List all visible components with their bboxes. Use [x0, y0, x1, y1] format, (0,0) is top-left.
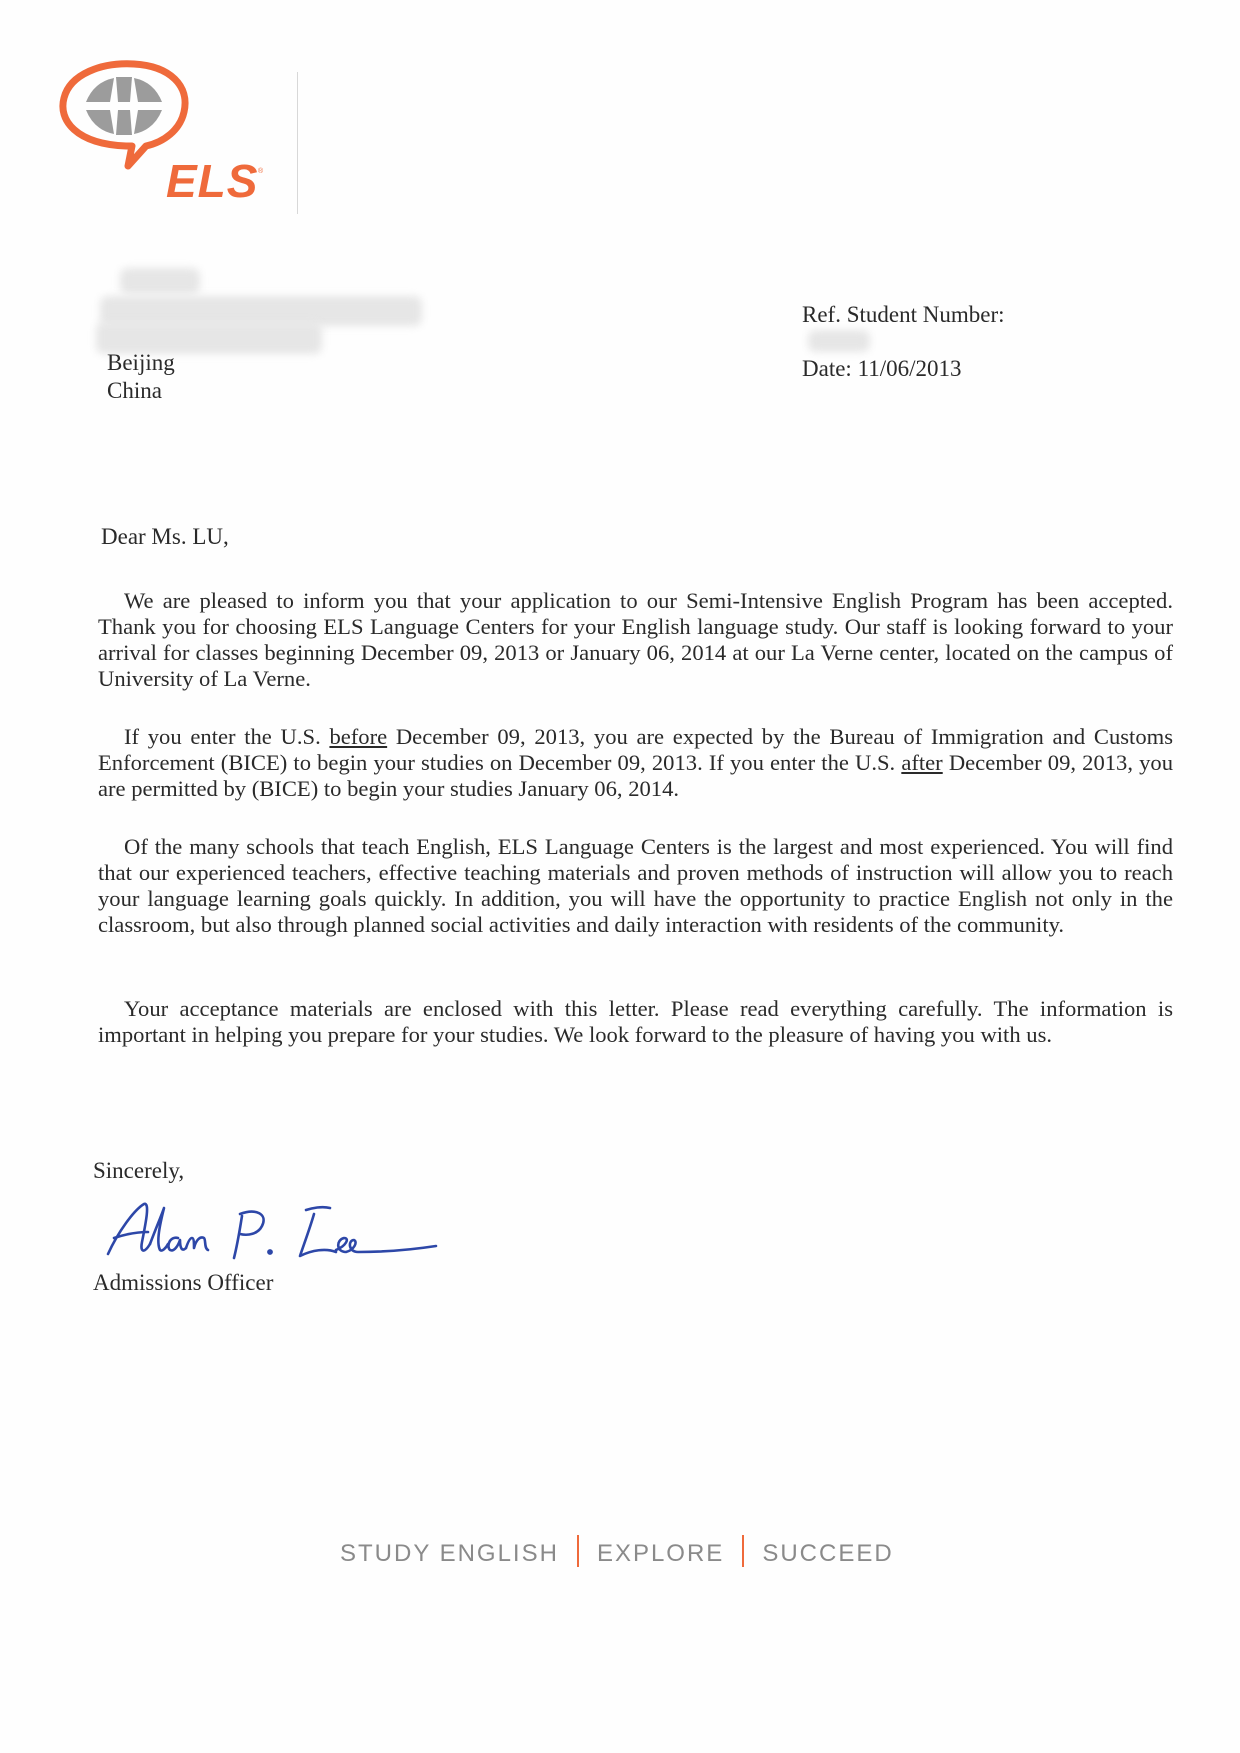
paragraph-materials — [98, 996, 1173, 1048]
recipient-country: China — [107, 378, 162, 403]
paragraph-about-els-text: Of the many schools that teach English, ELS Language Centers is the largest and most experienced. You will find that our experienced teachers, effective teaching materials and proven methods of instruction will allow you to reach your language learning goals quickly. In addition, you will have the opportunity to practice English not only in the classroom, but also through planned social activities and daily interaction with residents of the community. — [98, 834, 1173, 937]
paragraph-entry-text-c: December 09, 2013, you are permitted by (BICE) to begin your studies January 06, 2014. — [98, 750, 1173, 801]
tagline-study-english: STUDY ENGLISH — [340, 1540, 559, 1567]
paragraph-acceptance — [98, 588, 1173, 692]
signer-title: Admissions Officer — [93, 1270, 274, 1295]
paragraph-about-els — [98, 834, 1173, 938]
date-value: 11/06/2013 — [857, 356, 962, 381]
underlined-before: before — [329, 724, 388, 749]
footer-tagline — [340, 1535, 894, 1568]
date-label: Date: — [802, 356, 852, 381]
paragraph-acceptance-text: We are pleased to inform you that your application to our Semi-Intensive English Program has been accepted. Thank you for choosing ELS Language Centers for your English language study. Our staff is looking forward to your arrival for classes beginning December 09, 2013 or January 06, 2014 at our La Verne center, located on the campus of University of La Verne. — [98, 588, 1173, 691]
handwritten-signature — [100, 1192, 440, 1272]
underlined-after: after — [901, 750, 943, 775]
tagline-explore: EXPLORE — [596, 1540, 725, 1567]
paragraph-materials-text: Your acceptance materials are enclosed with this letter. Please read everything carefully. The information is important in helping you prepare for your studies. We look forward to the pleasure of having you with us. — [98, 996, 1173, 1047]
salutation: Dear Ms. LU, — [101, 524, 229, 549]
redacted-student-number — [808, 330, 870, 352]
paragraph-entry-text-a: If you enter the U.S. — [124, 724, 330, 749]
tagline-separator — [742, 1535, 744, 1567]
registered-mark: ® — [258, 168, 264, 175]
closing: Sincerely, — [93, 1158, 185, 1183]
redacted-recipient-name — [120, 268, 200, 294]
logo-text: ELS — [166, 155, 259, 207]
header-divider — [297, 72, 298, 214]
paragraph-entry-text-b: December 09, 2013, you are expected by the Bureau of Immigration and Customs Enforcement (BICE) to begin your studies on December 09, 2013. If you enter the U.S. — [98, 724, 1173, 775]
tagline-succeed: SUCCEED — [762, 1540, 894, 1567]
recipient-city: Beijing — [107, 350, 175, 375]
paragraph-entry-dates — [98, 724, 1173, 802]
letter-date — [802, 356, 962, 382]
recipient-address — [107, 349, 175, 405]
student-number-label: Ref. Student Number: — [802, 302, 1005, 327]
tagline-separator — [577, 1535, 579, 1567]
